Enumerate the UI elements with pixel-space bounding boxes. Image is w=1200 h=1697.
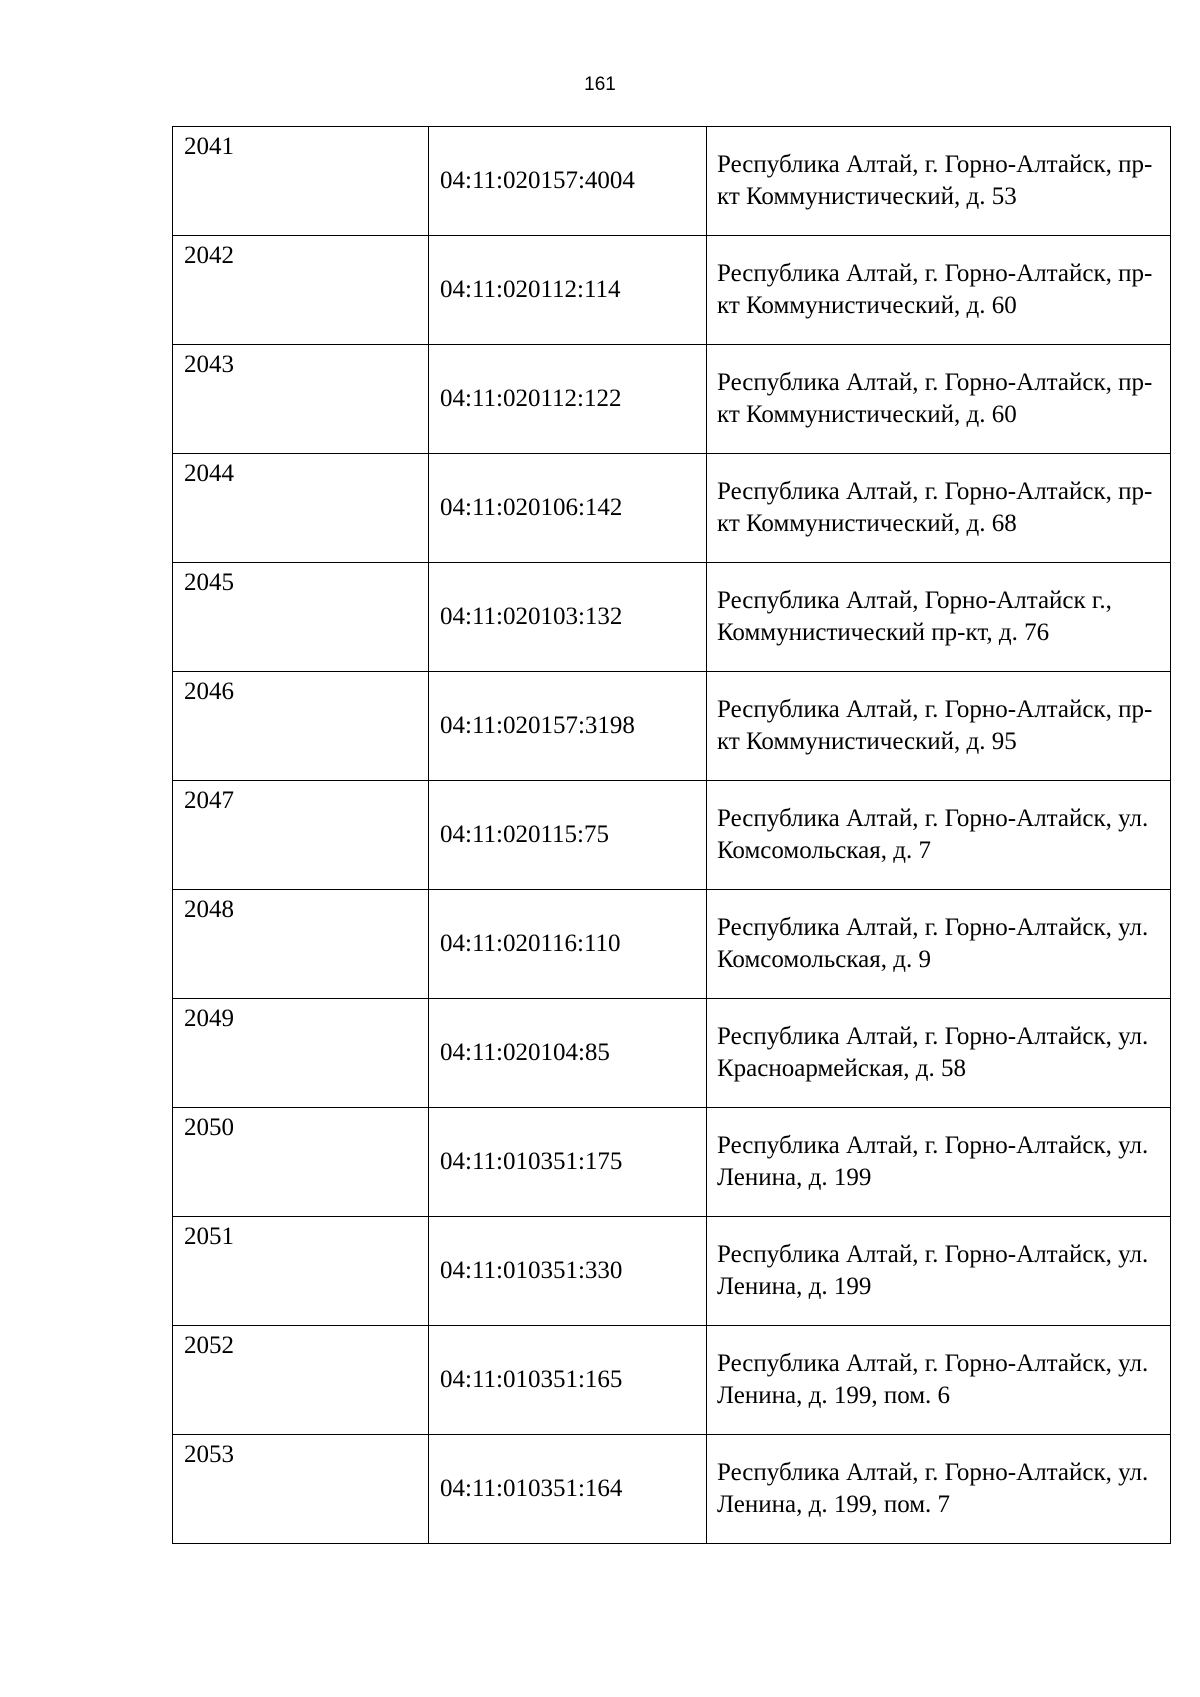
table-row xyxy=(173,563,1171,672)
table-row xyxy=(173,1108,1171,1217)
table-row xyxy=(173,999,1171,1108)
row-number: 2051 xyxy=(173,1217,429,1326)
table-row xyxy=(173,127,1171,236)
cadastral-number: 04:11:020157:4004 xyxy=(429,127,707,236)
address: Республика Алтай, г. Горно-Алтайск, пр-кт Коммунистический, д. 60 xyxy=(707,345,1171,454)
table-row xyxy=(173,454,1171,563)
cadastral-number: 04:11:010351:175 xyxy=(429,1108,707,1217)
row-number: 2045 xyxy=(173,563,429,672)
cadastral-number: 04:11:010351:165 xyxy=(429,1326,707,1435)
address: Республика Алтай, г. Горно-Алтайск, ул. Ленина, д. 199 xyxy=(707,1217,1171,1326)
row-number: 2047 xyxy=(173,781,429,890)
cadastral-number: 04:11:020115:75 xyxy=(429,781,707,890)
page-number: 161 xyxy=(584,74,616,95)
cadastral-number: 04:11:020104:85 xyxy=(429,999,707,1108)
registry-table xyxy=(172,126,1171,1544)
cadastral-number: 04:11:020112:114 xyxy=(429,236,707,345)
cadastral-number: 04:11:020103:132 xyxy=(429,563,707,672)
address: Республика Алтай, г. Горно-Алтайск, пр-кт Коммунистический, д. 95 xyxy=(707,672,1171,781)
cadastral-number: 04:11:020106:142 xyxy=(429,454,707,563)
row-number: 2050 xyxy=(173,1108,429,1217)
address: Республика Алтай, г. Горно-Алтайск, пр-кт Коммунистический, д. 53 xyxy=(707,127,1171,236)
row-number: 2044 xyxy=(173,454,429,563)
row-number: 2052 xyxy=(173,1326,429,1435)
row-number: 2041 xyxy=(173,127,429,236)
table-row xyxy=(173,672,1171,781)
row-number: 2049 xyxy=(173,999,429,1108)
cadastral-number: 04:11:010351:164 xyxy=(429,1435,707,1544)
registry-table-body xyxy=(173,127,1171,1544)
table-row xyxy=(173,1217,1171,1326)
address: Республика Алтай, г. Горно-Алтайск, ул. Комсомольская, д. 7 xyxy=(707,781,1171,890)
address: Республика Алтай, г. Горно-Алтайск, ул. Ленина, д. 199, пом. 6 xyxy=(707,1326,1171,1435)
address: Республика Алтай, г. Горно-Алтайск, пр-кт Коммунистический, д. 68 xyxy=(707,454,1171,563)
address: Республика Алтай, г. Горно-Алтайск, ул. Ленина, д. 199, пом. 7 xyxy=(707,1435,1171,1544)
address: Республика Алтай, г. Горно-Алтайск, ул. Комсомольская, д. 9 xyxy=(707,890,1171,999)
table-row xyxy=(173,1435,1171,1544)
row-number: 2053 xyxy=(173,1435,429,1544)
address: Республика Алтай, г. Горно-Алтайск, пр-кт Коммунистический, д. 60 xyxy=(707,236,1171,345)
table-row xyxy=(173,345,1171,454)
address: Республика Алтай, г. Горно-Алтайск, ул. Ленина, д. 199 xyxy=(707,1108,1171,1217)
cadastral-number: 04:11:010351:330 xyxy=(429,1217,707,1326)
row-number: 2042 xyxy=(173,236,429,345)
row-number: 2046 xyxy=(173,672,429,781)
row-number: 2048 xyxy=(173,890,429,999)
cadastral-number: 04:11:020157:3198 xyxy=(429,672,707,781)
cadastral-number: 04:11:020116:110 xyxy=(429,890,707,999)
address: Республика Алтай, Горно-Алтайск г., Коммунистический пр-кт, д. 76 xyxy=(707,563,1171,672)
table-row xyxy=(173,781,1171,890)
table-row xyxy=(173,1326,1171,1435)
row-number: 2043 xyxy=(173,345,429,454)
address: Республика Алтай, г. Горно-Алтайск, ул. Красноармейская, д. 58 xyxy=(707,999,1171,1108)
cadastral-number: 04:11:020112:122 xyxy=(429,345,707,454)
table-row xyxy=(173,890,1171,999)
table-row xyxy=(173,236,1171,345)
